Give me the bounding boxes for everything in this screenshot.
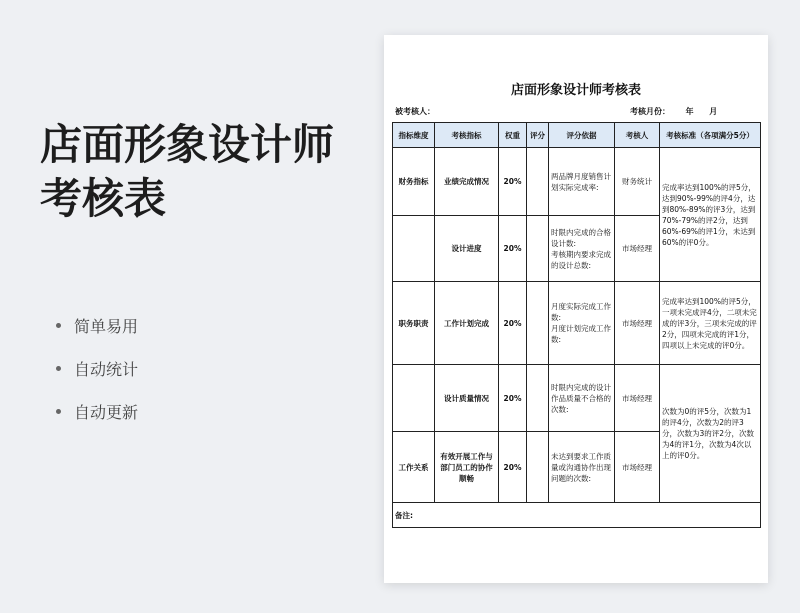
month-unit: 月 <box>709 107 718 116</box>
basis-cell: 两品牌月度销售计划实际完成率: <box>549 148 615 216</box>
bullet-icon <box>56 409 61 414</box>
notes-row <box>393 503 761 528</box>
reviewer-cell: 市场经理 <box>615 365 660 432</box>
dimension-cell <box>393 216 435 282</box>
basis-cell: 未达到要求工作质量或沟通协作出现问题的次数: <box>549 432 615 503</box>
score-cell[interactable] <box>527 216 549 282</box>
feature-label: 自动统计 <box>74 359 139 379</box>
column-header: 考核指标 <box>435 123 499 148</box>
reviewer-cell: 市场经理 <box>615 282 660 365</box>
table-row <box>393 282 761 365</box>
document-preview[interactable] <box>384 35 768 583</box>
standard-cell: 完成率达到100%的评5分，一项未完成评4分，二项未完成的评3分，三项未完成的评2分，四项未完成的评1分，四项以上未完成的评0分。 <box>660 282 761 365</box>
document-title: 店面形象设计师考核表 <box>510 83 641 98</box>
weight-cell: 20% <box>499 365 527 432</box>
weight-cell: 20% <box>499 282 527 365</box>
month-label: 考核月份： <box>630 107 670 116</box>
score-cell[interactable] <box>527 432 549 503</box>
standard-cell: 次数为0的评5分，次数为1的评4分，次数为2的评3分，次数为3的评2分，次数为4的评1分，次数为4次以上的评0分。 <box>660 365 761 503</box>
basis-cell: 月度实际完成工作数: 月度计划完成工作数: <box>549 282 615 365</box>
reviewer-cell: 市场经理 <box>615 216 660 282</box>
indicator-cell: 业绩完成情况 <box>435 148 499 216</box>
feature-item <box>56 400 138 422</box>
column-header: 考核人 <box>615 123 660 148</box>
score-cell[interactable] <box>527 148 549 216</box>
score-cell[interactable] <box>527 282 549 365</box>
feature-label: 自动更新 <box>74 402 139 422</box>
table-header-row <box>393 123 761 148</box>
feature-label: 简单易用 <box>74 316 139 336</box>
score-cell[interactable] <box>527 365 549 432</box>
dimension-cell <box>393 365 435 432</box>
weight-cell: 20% <box>499 216 527 282</box>
weight-cell: 20% <box>499 432 527 503</box>
indicator-cell: 工作计划完成 <box>435 282 499 365</box>
reviewer-cell: 市场经理 <box>615 432 660 503</box>
dimension-cell: 工作关系 <box>393 432 435 503</box>
table-row <box>393 148 761 216</box>
feature-item <box>56 314 138 336</box>
weight-cell: 20% <box>499 148 527 216</box>
bullet-icon <box>56 366 61 371</box>
assessment-table <box>392 122 761 528</box>
basis-cell: 时限内完成的合格设计数: 考核期内要求完成的设计总数: <box>549 216 615 282</box>
year-unit: 年 <box>685 107 694 116</box>
feature-item <box>56 357 138 379</box>
column-header: 评分 <box>527 123 549 148</box>
feature-list <box>56 314 138 443</box>
standard-cell: 完成率达到100%的评5分，达到90%-99%的评4分，达到80%-89%的评3分，达到70%-79%的评2分，达到60%-69%的评1分，未达到60%的评0分。 <box>660 148 761 282</box>
column-header: 评分依据 <box>549 123 615 148</box>
hero-title: 店面形象设计师考核表 <box>40 120 335 223</box>
column-header: 权重 <box>499 123 527 148</box>
dimension-cell: 职务职责 <box>393 282 435 365</box>
indicator-cell: 有效开展工作与部门员工的协作顺畅 <box>435 432 499 503</box>
column-header: 指标维度 <box>393 123 435 148</box>
dimension-cell: 财务指标 <box>393 148 435 216</box>
notes-cell[interactable]: 备注: <box>393 503 761 528</box>
bullet-icon <box>56 323 61 328</box>
indicator-cell: 设计质量情况 <box>435 365 499 432</box>
reviewer-cell: 财务统计 <box>615 148 660 216</box>
basis-cell: 时限内完成的设计作品质量不合格的次数: <box>549 365 615 432</box>
indicator-cell: 设计进度 <box>435 216 499 282</box>
column-header: 考核标准（各项满分5分） <box>660 123 761 148</box>
reviewee-label: 被考核人： <box>395 107 435 116</box>
review-month <box>630 106 717 117</box>
table-row <box>393 365 761 432</box>
